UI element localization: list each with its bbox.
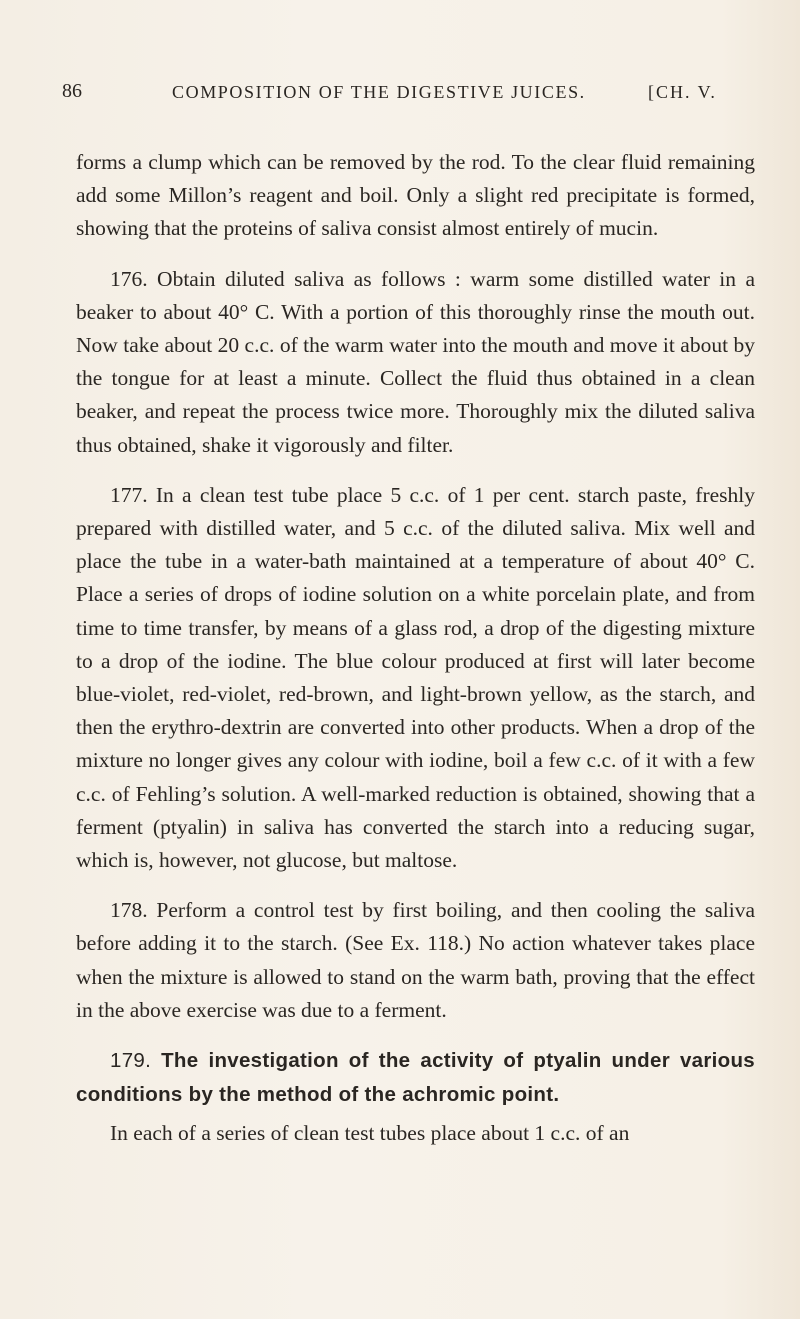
page-number: 86 <box>62 80 82 102</box>
paragraph-179-start: In each of a series of clean test tubes place about 1 c.c. of an <box>110 1121 630 1146</box>
section-number: 179. <box>110 1049 152 1073</box>
paragraph-178: 178. Perform a control test by first boiling, and then cooling the saliva before adding it to the starch. (See Ex. 118.) No action whatever takes place when the mixture is allowed to stand on the warm bath, proving that the effect in the above exercise was due to a ferment. <box>76 898 755 1022</box>
paragraph-176: 176. Obtain diluted saliva as follows : warm some distilled water in a beaker to about 40° C. With a portion of this thoroughly rinse the mouth out. Now take about 20 c.c. of the warm water into the mouth and move it about by the tongue for at least a minute. Collect the fluid thus obtained in a clean beaker, and repeat the process twice more. Thoroughly mix the diluted saliva thus obtained, shake it vigorously and filter. <box>76 266 755 457</box>
section-heading-179 <box>76 1044 755 1111</box>
chapter-title-header: COMPOSITION OF THE DIGESTIVE JUICES. <box>172 82 586 102</box>
running-head <box>62 80 772 110</box>
section-title: The investigation of the activity of ptyalin under various conditions by the method of the achromic point. <box>76 1049 755 1106</box>
body-text <box>76 146 755 1172</box>
paragraph-177: 177. In a clean test tube place 5 c.c. of 1 per cent. starch paste, freshly prepared with distilled water, and 5 c.c. of the diluted saliva. Mix well and place the tube in a water-bath maintained at a temperature of about 40° C. Place a series of drops of iodine solution on a white porcelain plate, and from time to time transfer, by means of a glass rod, a drop of the digesting mixture to a drop of the iodine. The blue colour produced at first will later become blue-violet, red-violet, red-brown, and light-brown yellow, as the starch, and then the erythro-dextrin are converted into other products. When a drop of the mixture no longer gives any colour with iodine, boil a few c.c. of it with a few c.c. of Fehling’s solution. A well-marked reduction is obtained, showing that a ferment (ptyalin) in saliva has converted the starch into a reducing sugar, which is, however, not glucose, but maltose. <box>76 482 755 873</box>
chapter-reference: [CH. V. <box>648 82 717 102</box>
paragraph-continuation: forms a clump which can be removed by the rod. To the clear fluid remaining add some Millon’s reagent and boil. Only a slight red precipitate is formed, showing that the proteins of saliva consist almost entirely of mucin. <box>76 150 755 241</box>
